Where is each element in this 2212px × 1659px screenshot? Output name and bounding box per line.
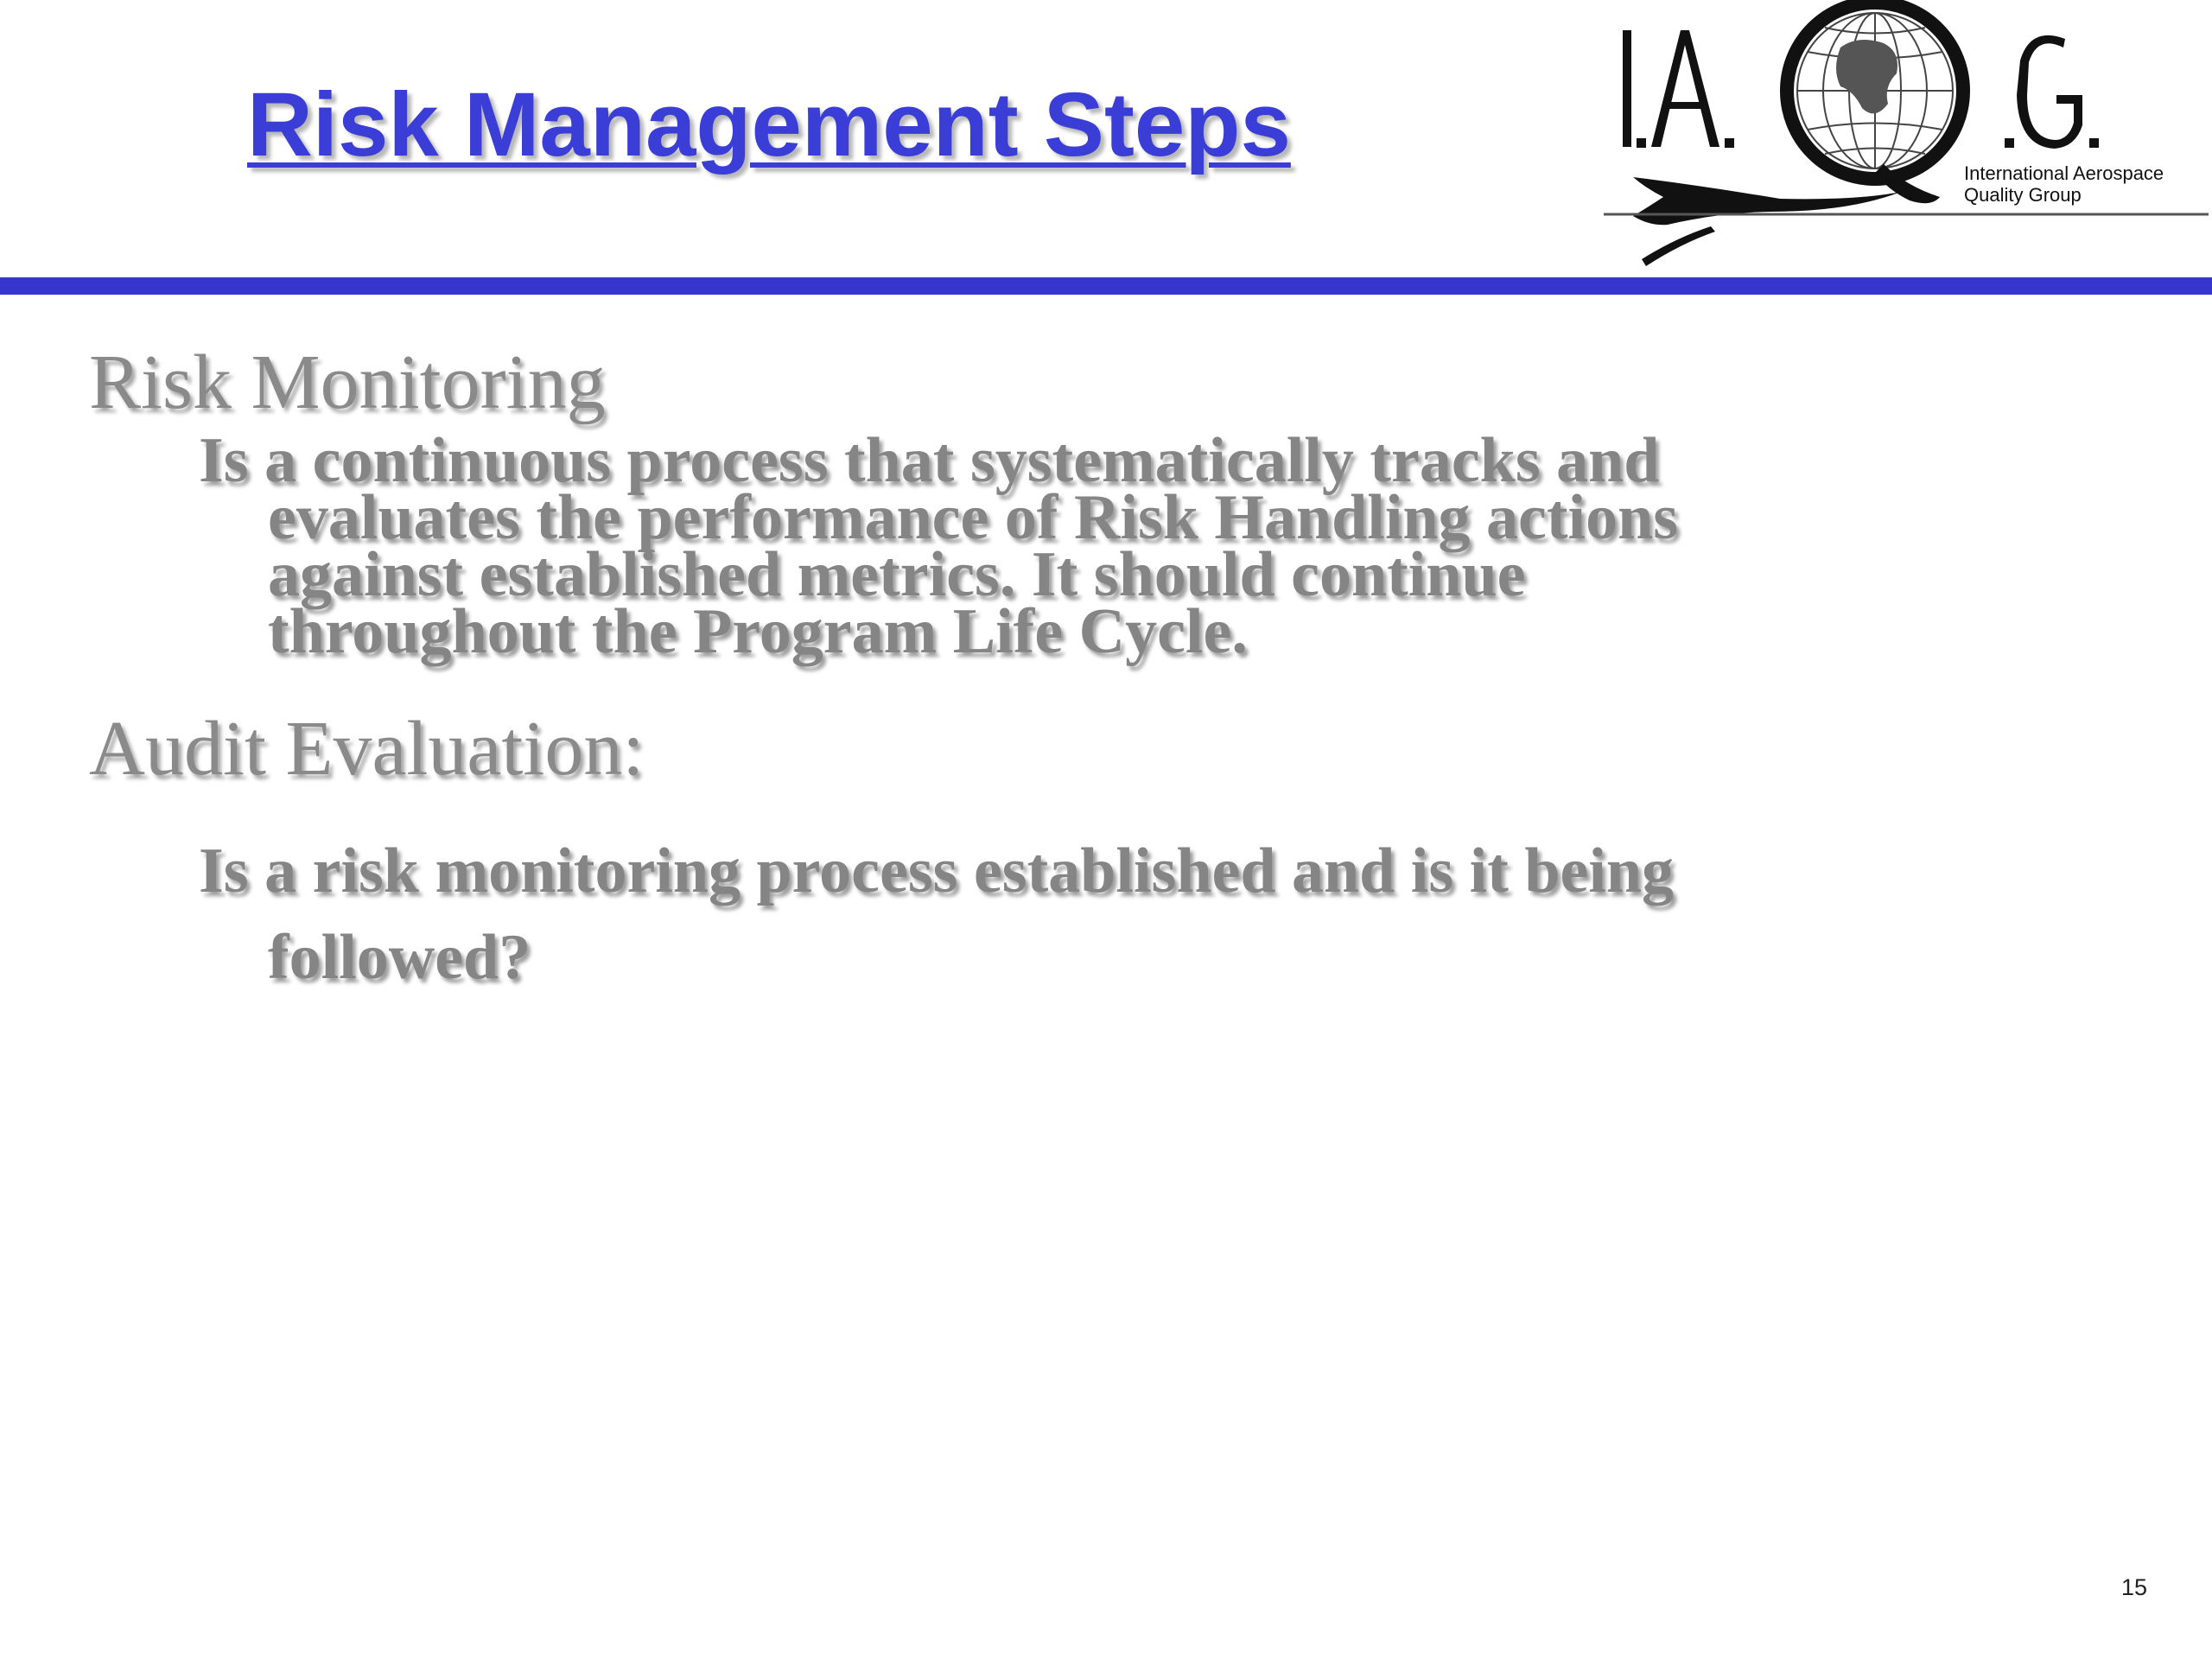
section-body-risk-monitoring bbox=[199, 425, 1679, 667]
section-heading-risk-monitoring: Risk Monitoring bbox=[89, 340, 606, 425]
slide-title: Risk Management Steps bbox=[247, 74, 1291, 175]
body-line: followed? bbox=[268, 922, 531, 993]
logo-subtitle-line1: International Aerospace bbox=[1964, 162, 2164, 184]
body-line: against established metrics. It should continue bbox=[268, 539, 1526, 610]
body-line: evaluates the performance of Risk Handling actions bbox=[268, 482, 1679, 553]
section-body-audit-evaluation bbox=[199, 828, 1674, 1001]
globe-logo-icon bbox=[1599, 0, 2212, 276]
header-rule bbox=[0, 277, 2212, 295]
iaqg-logo bbox=[1599, 0, 2212, 276]
logo-subtitle bbox=[1964, 162, 2164, 206]
body-line: throughout the Program Life Cycle. bbox=[268, 596, 1248, 667]
body-line: Is a continuous process that systematically tracks and bbox=[199, 425, 1660, 496]
body-line: Is a risk monitoring process established and is it being bbox=[199, 836, 1675, 906]
section-heading-audit-evaluation: Audit Evaluation: bbox=[89, 706, 645, 791]
logo-subtitle-line2: Quality Group bbox=[1964, 184, 2082, 206]
page-number: 15 bbox=[2121, 1574, 2148, 1600]
